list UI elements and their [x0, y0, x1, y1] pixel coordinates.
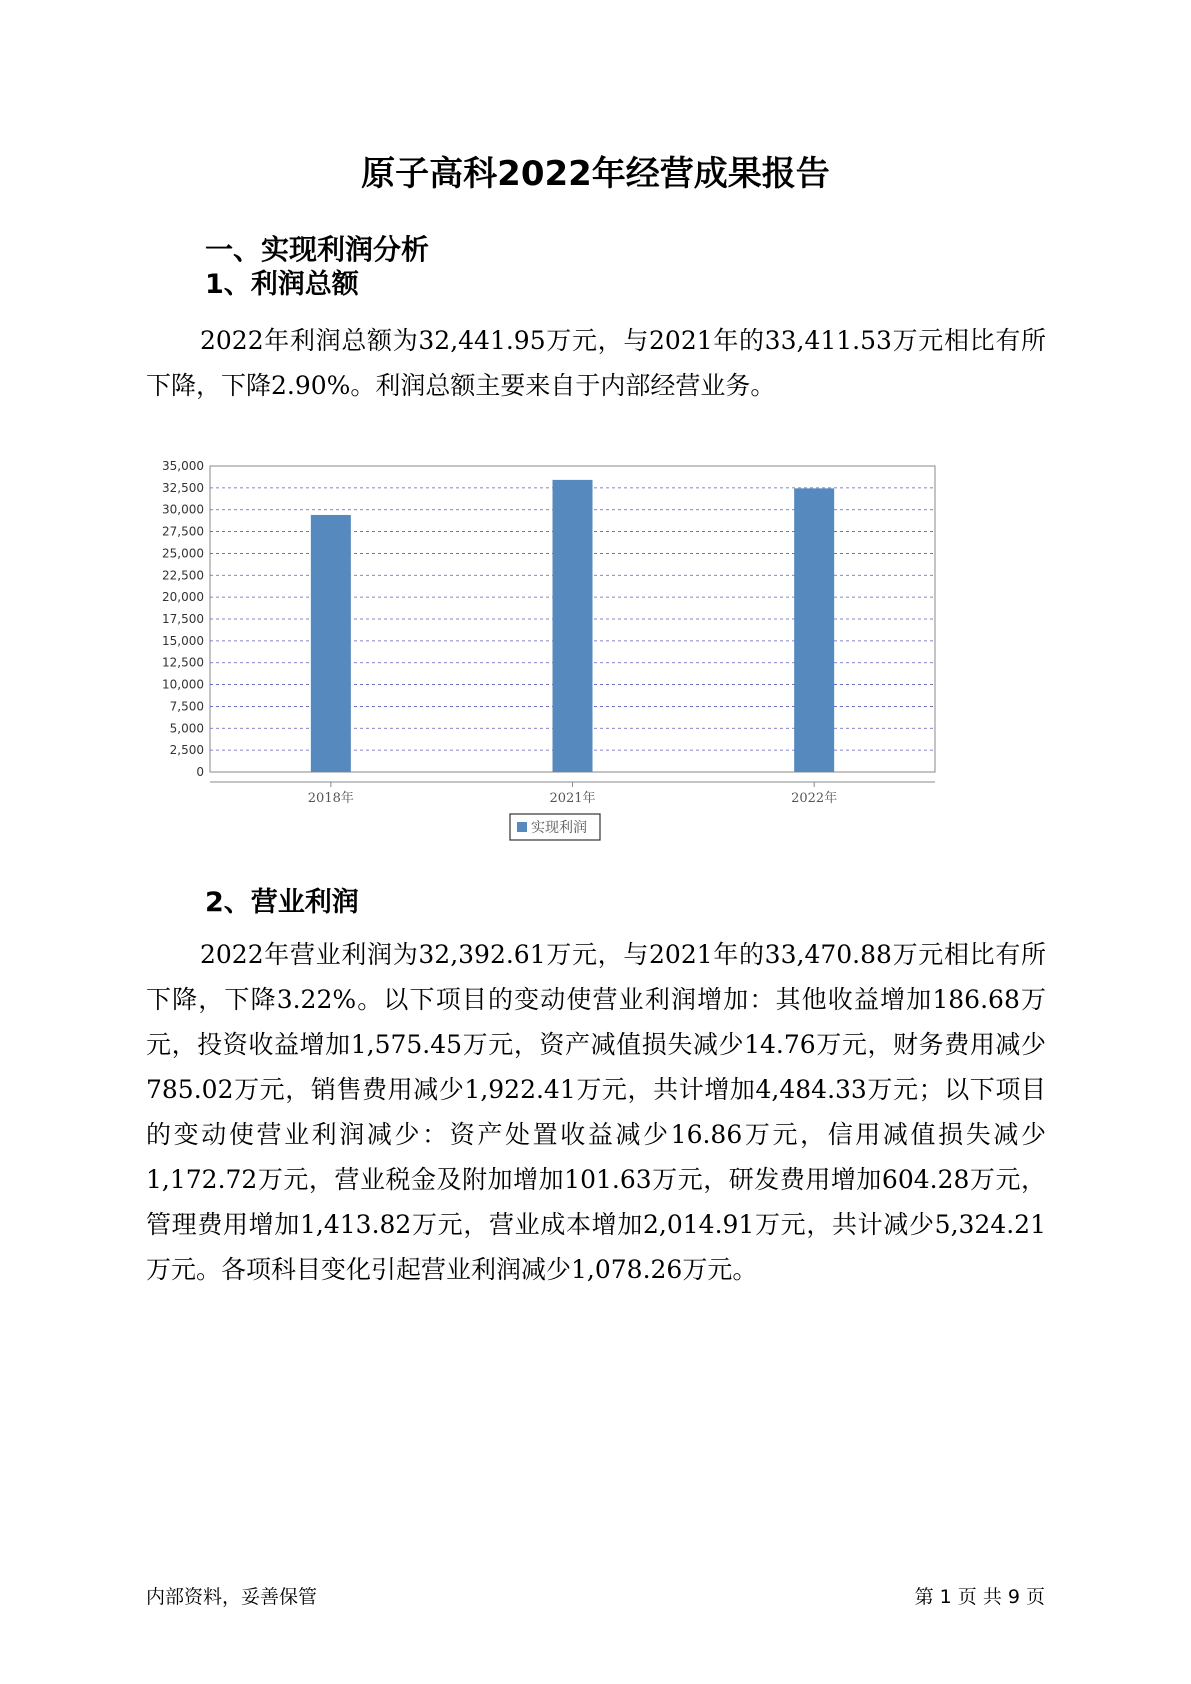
y-tick-label: 0: [196, 765, 204, 779]
footer-confidential-note: 内部资料，妥善保管: [146, 1586, 318, 1608]
section-heading-profit-analysis: 一、实现利润分析: [205, 233, 430, 266]
y-tick-label: 22,500: [162, 568, 204, 583]
footer-page-number: 第 1 页 共 9 页: [914, 1586, 1045, 1608]
y-tick-label: 12,500: [162, 655, 204, 670]
profit-bar-chart: [150, 456, 1030, 906]
y-tick-label: 20,000: [162, 590, 204, 605]
legend-label: 实现利润: [531, 820, 587, 836]
y-tick-label: 7,500: [169, 699, 204, 714]
x-tick-label: 2018年: [307, 791, 354, 806]
y-tick-label: 5,000: [169, 721, 204, 736]
y-tick-label: 25,000: [162, 546, 204, 561]
report-title: 原子高科2022年经营成果报告: [361, 154, 830, 194]
bar-3: [794, 488, 834, 772]
y-tick-label: 30,000: [162, 502, 204, 517]
chart-legend: [510, 814, 600, 840]
paragraph-operating-profit: 2022年营业利润为32,392.61万元，与2021年的33,470.88万元相比有所下降，下降3.22%。以下项目的变动使营业利润增加：其他收益增加186.68万元，投资收益增加1,575.45万元，资产减值损失减少14.76万元，财务费用减少785.02万元，销售费用减少1,922.41万元，共计增加4,484.33万元；以下项目的变动使营业利润减少：资产处置收益减少16.86万元，信用减值损失减少1,172.72万元，营业税金及附加增加101.63万元，研发费用增加604.28万元，管理费用增加1,413.82万元，营业成本增加2,014.91万元，共计减少5,324.21万元。各项科目变化引起营业利润减少1,078.26万元。: [146, 940, 1046, 1284]
y-tick-label: 35,000: [162, 459, 204, 473]
y-tick-label: 32,500: [162, 480, 204, 495]
legend-swatch: [517, 822, 527, 832]
bar-1: [311, 515, 351, 772]
paragraph-total-profit: 2022年利润总额为32,441.95万元，与2021年的33,411.53万元相比有所下降，下降2.90%。利润总额主要来自于内部经营业务。: [146, 326, 1046, 400]
x-tick-label: 2022年: [791, 791, 838, 806]
subheading-total-profit: 1、利润总额: [205, 269, 359, 300]
y-tick-label: 27,500: [162, 524, 204, 539]
y-tick-label: 10,000: [162, 677, 204, 692]
bar-2: [553, 480, 593, 772]
y-tick-label: 15,000: [162, 633, 204, 648]
x-tick-label: 2021年: [549, 791, 596, 806]
y-tick-label: 17,500: [162, 612, 204, 626]
y-tick-label: 2,500: [169, 743, 204, 758]
subheading-operating-profit: 2、营业利润: [205, 887, 359, 918]
